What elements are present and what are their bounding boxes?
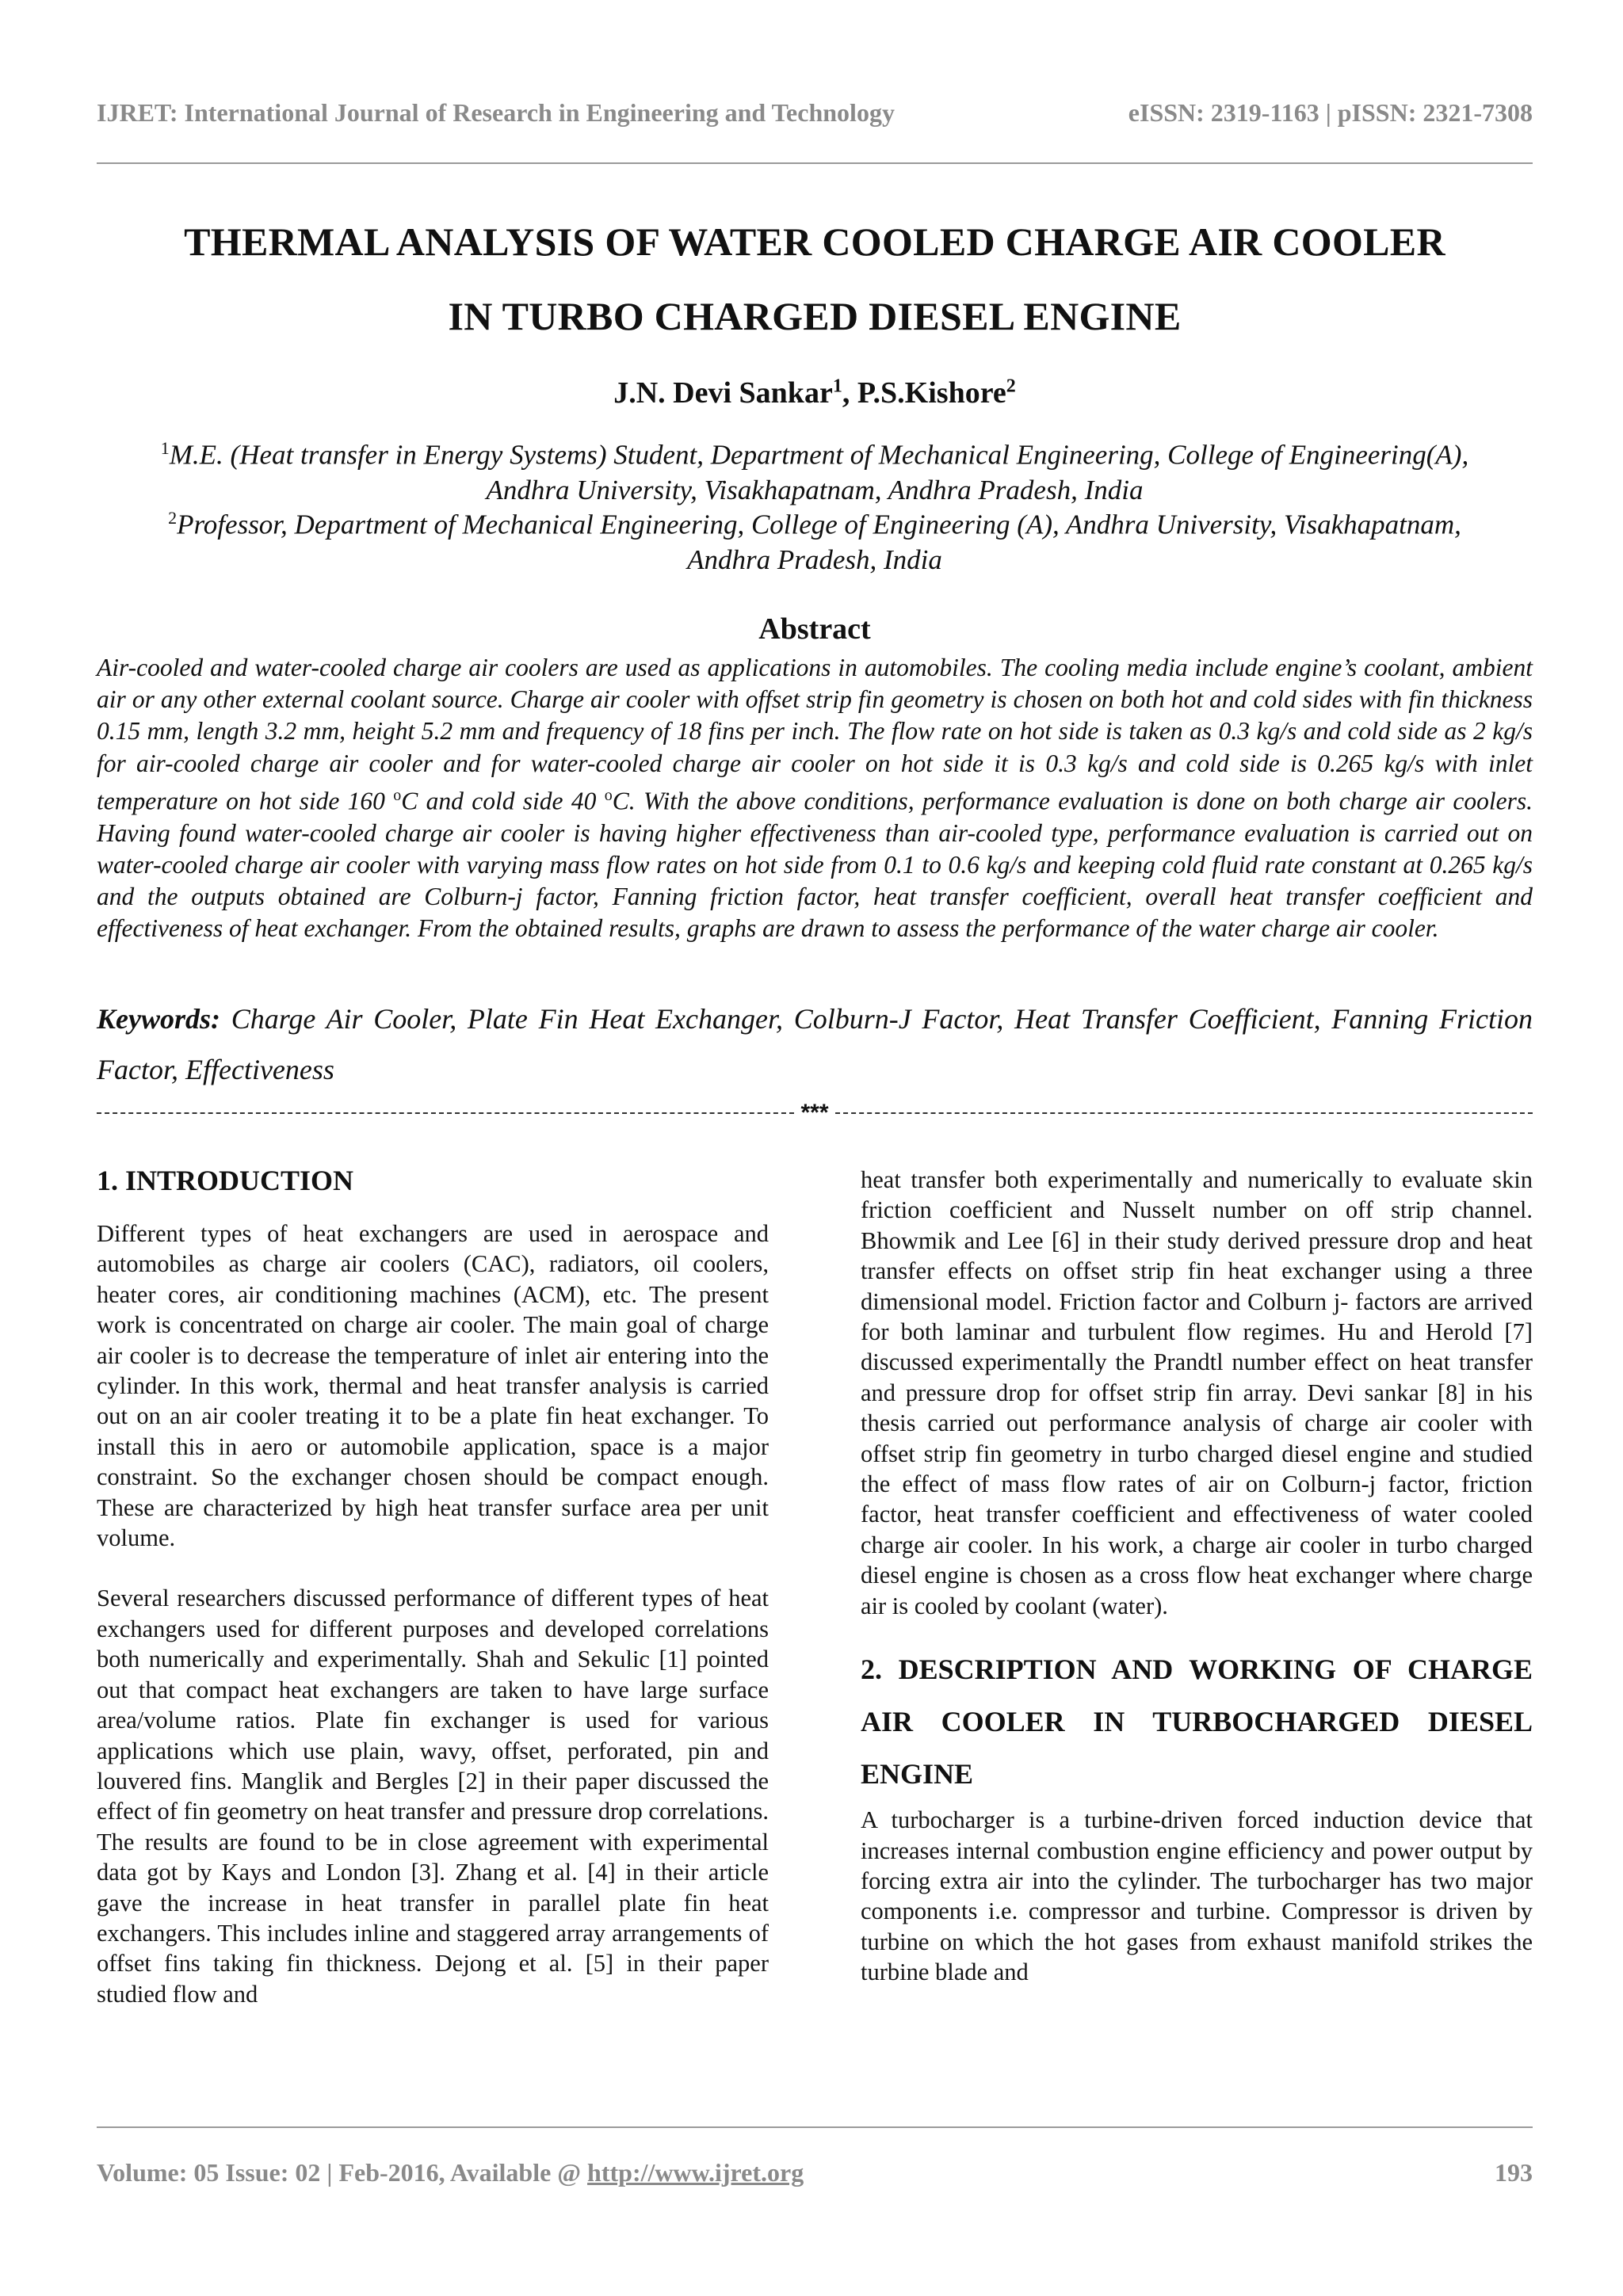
running-header [97, 98, 1533, 128]
abstract-part-3: C. With the above conditions, performance evaluation is done on both charge air coolers. Having found water-cooled charge air cooler is having higher effectiveness than air-cooled type, performance evaluation is carried out on water-cooled charge air cooler with varying mass flow rates on hot side from 0.1 to 0.6 kg/s and keeping cold fluid rate constant at 0.265 kg/s and the outputs obtained are Colburn-j factor, Fanning friction factor, heat transfer coefficient, overall heat transfer coefficient and effectiveness of heat exchanger. From the obtained results, graphs are drawn to assess the performance of the water charge air cooler. [97, 787, 1533, 943]
abstract-heading: Abstract [758, 612, 871, 646]
degree-mark-1: o [393, 786, 402, 804]
section-1-paragraph-2: Several researchers discussed performance of different types of heat exchangers used for different purposes and developed correlations both numerically and experimentally. Shah and Sekulic [1] pointed out that compact heat exchangers are taken to have large surface area/volume ratios. Plate fin exchanger is used for various applications which use plain, wavy, offset, perforated, pin and louvered fins. Manglik and Bergles [2] in their paper discussed the effect of fin geometry on heat transfer and pressure drop correlations. The results are found to be in close agreement with experimental data got by Kays and London [3]. Zhang et al. [4] in their article gave the increase in heat transfer in parallel plate fin heat exchangers. This includes inline and staggered array arrangements of offset fins taking fin thickness. Dejong et al. [5] in their paper studied flow and [97, 1585, 769, 2008]
section-1-heading: 1. INTRODUCTION [97, 1165, 354, 1196]
keywords-label: Keywords: [97, 1003, 220, 1035]
author-list [79, 376, 1550, 410]
title-line-1: THERMAL ANALYSIS OF WATER COOLED CHARGE AIR COOLER [184, 219, 1445, 264]
footer-volume: Volume: 05 Issue: 02 | Feb-2016, Available @ http://www.ijret.org [97, 2158, 804, 2187]
author-1: J.N. Devi Sankar [613, 376, 833, 410]
paper-title [79, 204, 1550, 353]
journal-name: IJRET: International Journal of Research in Engineering and Technology [97, 98, 895, 127]
author-1-mark: 1 [832, 376, 842, 397]
abstract-body [97, 652, 1533, 944]
footer-rule [97, 2126, 1533, 2128]
section-1-paragraph-3: heat transfer both experimentally and numerically to evaluate skin friction coefficient and Nusselt number on off strip channel. Bhowmik and Lee [6] in their study derived pressure drop and heat transfer effects on offset strip fin heat exchanger using a three dimensional model. Friction factor and Colburn j- factors are arrived for both laminar and turbulent flow regimes. Hu and Herold [7] discussed experimentally the Prandtl number effect on heat transfer and pressure drop for offset strip fin array. Devi sankar [8] in his thesis carried out performance analysis of charge air cooler with offset strip fin geometry in turbo charged diesel engine and studied the effect of mass flow rates of air on Colburn-j factor, friction factor, heat transfer coefficient and effectiveness of water cooled charge air cooler. In his work, a charge air cooler in turbo charged diesel engine is chosen as a cross flow heat exchanger where charge air is cooled by coolant (water). [861, 1166, 1533, 1619]
column-right [861, 1165, 1533, 1988]
separator-dash-left [97, 1112, 794, 1114]
issn: eISSN: 2319-1163 | pISSN: 2321-7308 [1128, 98, 1533, 127]
affiliation-2-line-1: Professor, Department of Mechanical Engineering, College of Engineering (A), Andhra University, Visakhapatnam, [177, 509, 1461, 540]
separator-stars: *** [800, 1100, 829, 1126]
affiliation-2 [97, 501, 1533, 578]
affiliation-2-line-2: Andhra Pradesh, India [687, 543, 942, 575]
author-2: P.S.Kishore [857, 376, 1006, 410]
degree-mark-2: o [604, 786, 613, 804]
affiliation-1-mark: 1 [160, 438, 170, 458]
affiliation-2-mark: 2 [168, 508, 178, 528]
author-separator: , [842, 376, 857, 410]
affiliation-1 [97, 431, 1533, 508]
title-line-2: IN TURBO CHARGED DIESEL ENGINE [448, 294, 1182, 338]
journal-url-link[interactable]: http://www.ijret.org [587, 2158, 804, 2187]
keywords-text: Charge Air Cooler, Plate Fin Heat Exchanger, Colburn-J Factor, Heat Transfer Coefficient, Fanning Friction Factor, Effectiveness [97, 1003, 1533, 1085]
header-rule [97, 162, 1533, 164]
column-left [97, 1165, 769, 2009]
section-2-paragraph-1: A turbocharger is a turbine-driven forced induction device that increases internal combustion engine efficiency and power output by forcing extra air into the cylinder. The turbocharger has two major components i.e. compressor and turbine. Compressor is driven by turbine on which the hot gases from exhaust manifold strikes the turbine blade and [861, 1806, 1533, 1986]
page-number: 193 [1495, 2158, 1533, 2187]
affiliation-1-line-1: M.E. (Heat transfer in Energy Systems) Student, Department of Mechanical Engineering, College of Engineering(A), [169, 439, 1469, 471]
abstract-part-1: Air-cooled and water-cooled charge air coolers are used as applications in automobiles. The cooling media include engine’s coolant, ambient air or any other external coolant source. Charge air cooler with offset strip fin geometry is chosen on both hot and cold sides with fin thickness 0.15 mm, length 3.2 mm, height 5.2 mm and frequency of 18 fins per inch. The flow rate on hot side is taken as 0.3 kg/s and cold side as 2 kg/s for air-cooled charge air cooler and for water-cooled charge air cooler on hot side it is 0.3 kg/s and cold side is 0.265 kg/s with inlet temperature on hot side 160 [97, 654, 1533, 815]
affiliation-1-line-2: Andhra University, Visakhapatnam, Andhra Pradesh, India [486, 474, 1144, 505]
section-separator [97, 1100, 1533, 1127]
section-1-paragraph-1: Different types of heat exchangers are used in aerospace and automobiles as charge air coolers (CAC), radiators, oil coolers, heater cores, air conditioning machines (ACM), etc. The present work is concentrated on charge air cooler. The main goal of charge air cooler is to decrease the temperature of inlet air entering into the cylinder. In this work, thermal and heat transfer analysis is carried out on an air cooler treating it to be a plate fin heat exchanger. To install this in aero or automobile application, space is a major constraint. So the exchanger chosen should be compact enough. These are characterized by high heat transfer surface area per unit volume. [97, 1220, 769, 1552]
running-footer [97, 2158, 1533, 2187]
author-2-mark: 2 [1006, 376, 1016, 397]
section-2-heading: 2. DESCRIPTION AND WORKING OF CHARGE AIR COOLER IN TURBOCHARGED DIESEL ENGINE [861, 1653, 1533, 1791]
keywords [97, 994, 1533, 1095]
abstract-part-2: C and cold side 40 [401, 787, 605, 815]
separator-dash-right [835, 1112, 1533, 1114]
